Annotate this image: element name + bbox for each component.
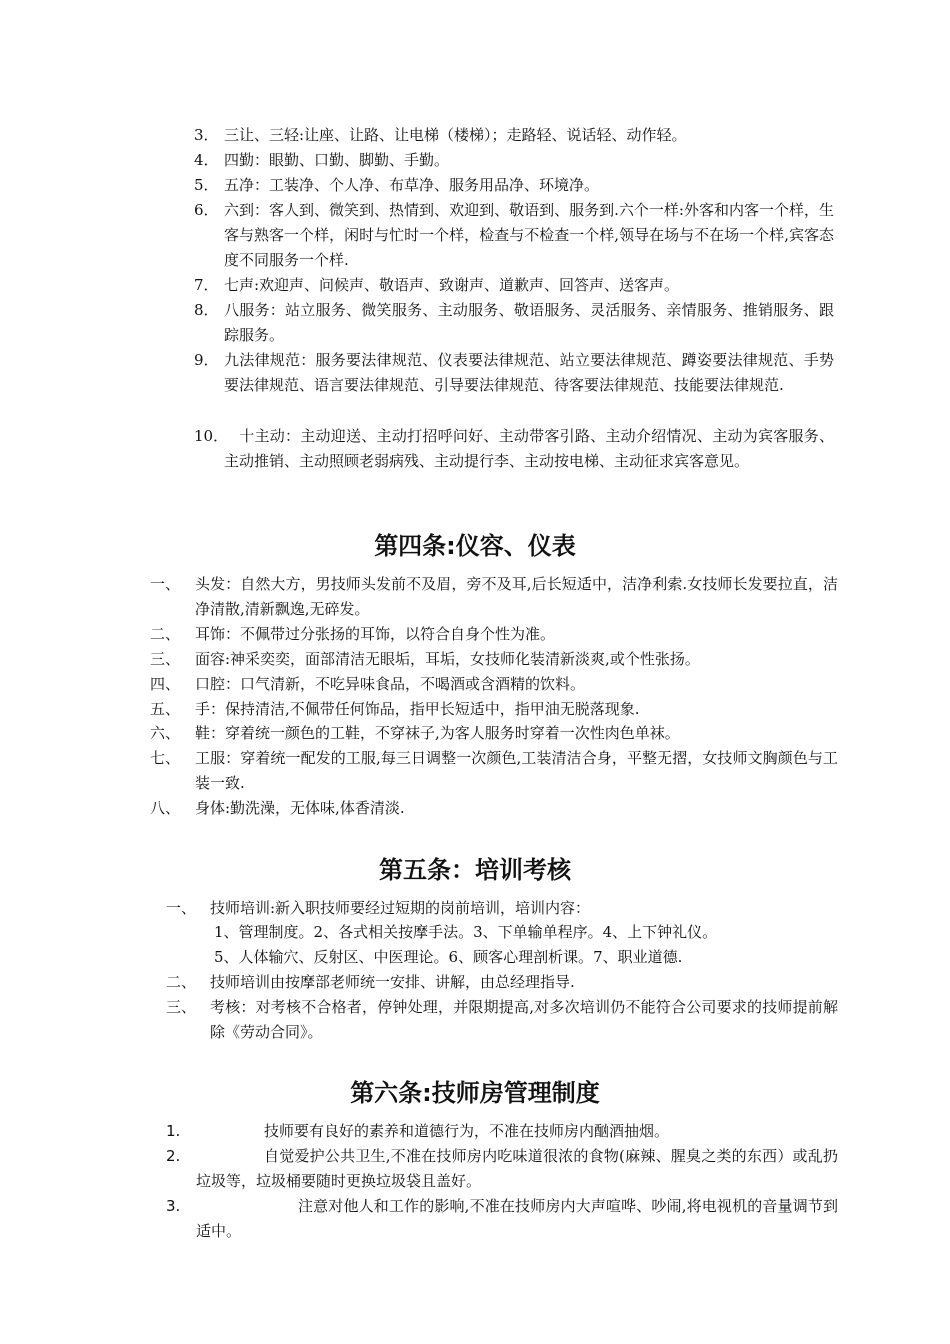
list-text: 九法律规范：服务要法律规范、仪表要法律规范、站立要法律规范、蹲姿要法律规范、手势要法律规范、语言要法律规范、引导要法律规范、待客要法律规范、技能要法律规范. bbox=[224, 351, 834, 394]
list-number: 9． bbox=[194, 351, 219, 369]
list-text: 考核：对考核不合格者，停钟处理，并限期提高,对多次培训仍不能符合公司要求的技师提前解除《劳动合同》。 bbox=[210, 998, 838, 1041]
list-text: 注意对他人和工作的影响,不准在技师房内大声喧哗、吵闹,将电视机的音量调节到适中。 bbox=[196, 1197, 838, 1240]
list-text: 技师培训由按摩部老师统一安排、讲解，由总经理指导. bbox=[210, 973, 575, 991]
list-text: 技师要有良好的素养和道德行为，不准在技师房内酗酒抽烟。 bbox=[264, 1122, 670, 1140]
list-text: 五净：工装净、个人净、布草净、服务用品净、环境净。 bbox=[224, 176, 600, 194]
section-heading: 第四条:仪容、仪表 bbox=[374, 532, 576, 560]
list-number: 4． bbox=[194, 151, 219, 169]
list-number: 3． bbox=[194, 126, 219, 144]
list-number: 5． bbox=[194, 176, 219, 194]
list-text: 头发：自然大方，男技师头发前不及眉，旁不及耳,后长短适中，洁净利索.女技师长发要拉直，洁净清散,清新飘逸,无碎发。 bbox=[195, 575, 838, 618]
list-text: 六到：客人到、微笑到、热情到、欢迎到、敬语到、服务到.六个一样:外客和内客一个样，生客与熟客一个样，闲时与忙时一个样，检查与不检查一个样,领导在场与不在场一个样,宾客态度不同服务一个样. bbox=[224, 201, 834, 269]
list-number: 10． bbox=[194, 427, 229, 445]
list-number: 二、 bbox=[166, 973, 197, 991]
list-number: 7． bbox=[194, 276, 219, 294]
section-heading: 第五条：培训考核 bbox=[379, 856, 571, 884]
list-text: 1、管理制度。2、各式相关按摩手法。3、下单输单程序。4、上下钟礼仪。 bbox=[214, 923, 718, 941]
list-text: 鞋：穿着统一颜色的工鞋，不穿袜子,为客人服务时穿着一次性肉色单袜。 bbox=[195, 724, 680, 742]
list-text: 八服务：站立服务、微笑服务、主动服务、敬语服务、灵活服务、亲情服务、推销服务、跟踪服务。 bbox=[224, 301, 834, 344]
list-number: 6． bbox=[194, 201, 219, 219]
list-number: 3. bbox=[166, 1197, 181, 1215]
list-text: 耳饰：不佩带过分张扬的耳饰，以符合自身个性为准。 bbox=[195, 625, 556, 643]
list-text: 七声:欢迎声、问候声、敬语声、致谢声、道歉声、回答声、送客声。 bbox=[224, 276, 680, 294]
list-text: 5、人体输穴、反射区、中医理论。6、顾客心理剖析课。7、职业道德. bbox=[214, 948, 683, 966]
section-heading: 第六条:技师房管理制度 bbox=[350, 1079, 600, 1107]
list-text: 十主动：主动迎送、主动打招呼问好、主动带客引路、主动介绍情况、主动为宾客服务、主动推销、主动照顾老弱病残、主动提行李、主动按电梯、主动征求宾客意见。 bbox=[224, 427, 834, 470]
list-text: 面容:神采奕奕，面部清洁无眼垢，耳垢，女技师化装清新淡爽,或个性张扬。 bbox=[195, 650, 700, 668]
list-number: 八、 bbox=[150, 799, 181, 817]
list-text: 自觉爱护公共卫生,不准在技师房内吃味道很浓的食物(麻辣、腥臭之类的东西）或乱扔垃圾等，垃圾桶要随时更换垃圾袋且盖好。 bbox=[196, 1147, 838, 1190]
list-text: 四勤：眼勤、口勤、脚勤、手勤。 bbox=[224, 151, 450, 169]
list-text: 三让、三轻:让座、让路、让电梯（楼梯）；走路轻、说话轻、动作轻。 bbox=[224, 126, 687, 144]
list-text: 工服：穿着统一配发的工服,每三日调整一次颜色,工装清洁合身，平整无摺，女技师文胸颜色与工装一致. bbox=[195, 749, 838, 792]
list-text: 身体:勤洗澡，无体味,体香清淡. bbox=[195, 799, 405, 817]
list-number: 四、 bbox=[150, 675, 181, 693]
list-number: 三、 bbox=[166, 998, 197, 1016]
list-number: 七、 bbox=[150, 749, 181, 767]
list-text: 口腔：口气清新，不吃异味食品，不喝酒或含酒精的饮料。 bbox=[195, 675, 586, 693]
list-number: 六、 bbox=[150, 724, 181, 742]
list-number: 一、 bbox=[166, 899, 197, 917]
list-text: 手：保持清洁,不佩带任何饰品，指甲长短适中，指甲油无脱落现象. bbox=[195, 700, 640, 718]
list-number: 1. bbox=[166, 1122, 181, 1140]
list-text: 技师培训:新入职技师要经过短期的岗前培训，培训内容： bbox=[210, 899, 591, 917]
list-number: 五、 bbox=[150, 700, 181, 718]
list-number: 三、 bbox=[150, 650, 181, 668]
list-number: 二、 bbox=[150, 625, 181, 643]
list-number: 一、 bbox=[150, 575, 181, 593]
list-number: 8． bbox=[194, 301, 219, 319]
list-number: 2. bbox=[166, 1147, 181, 1165]
